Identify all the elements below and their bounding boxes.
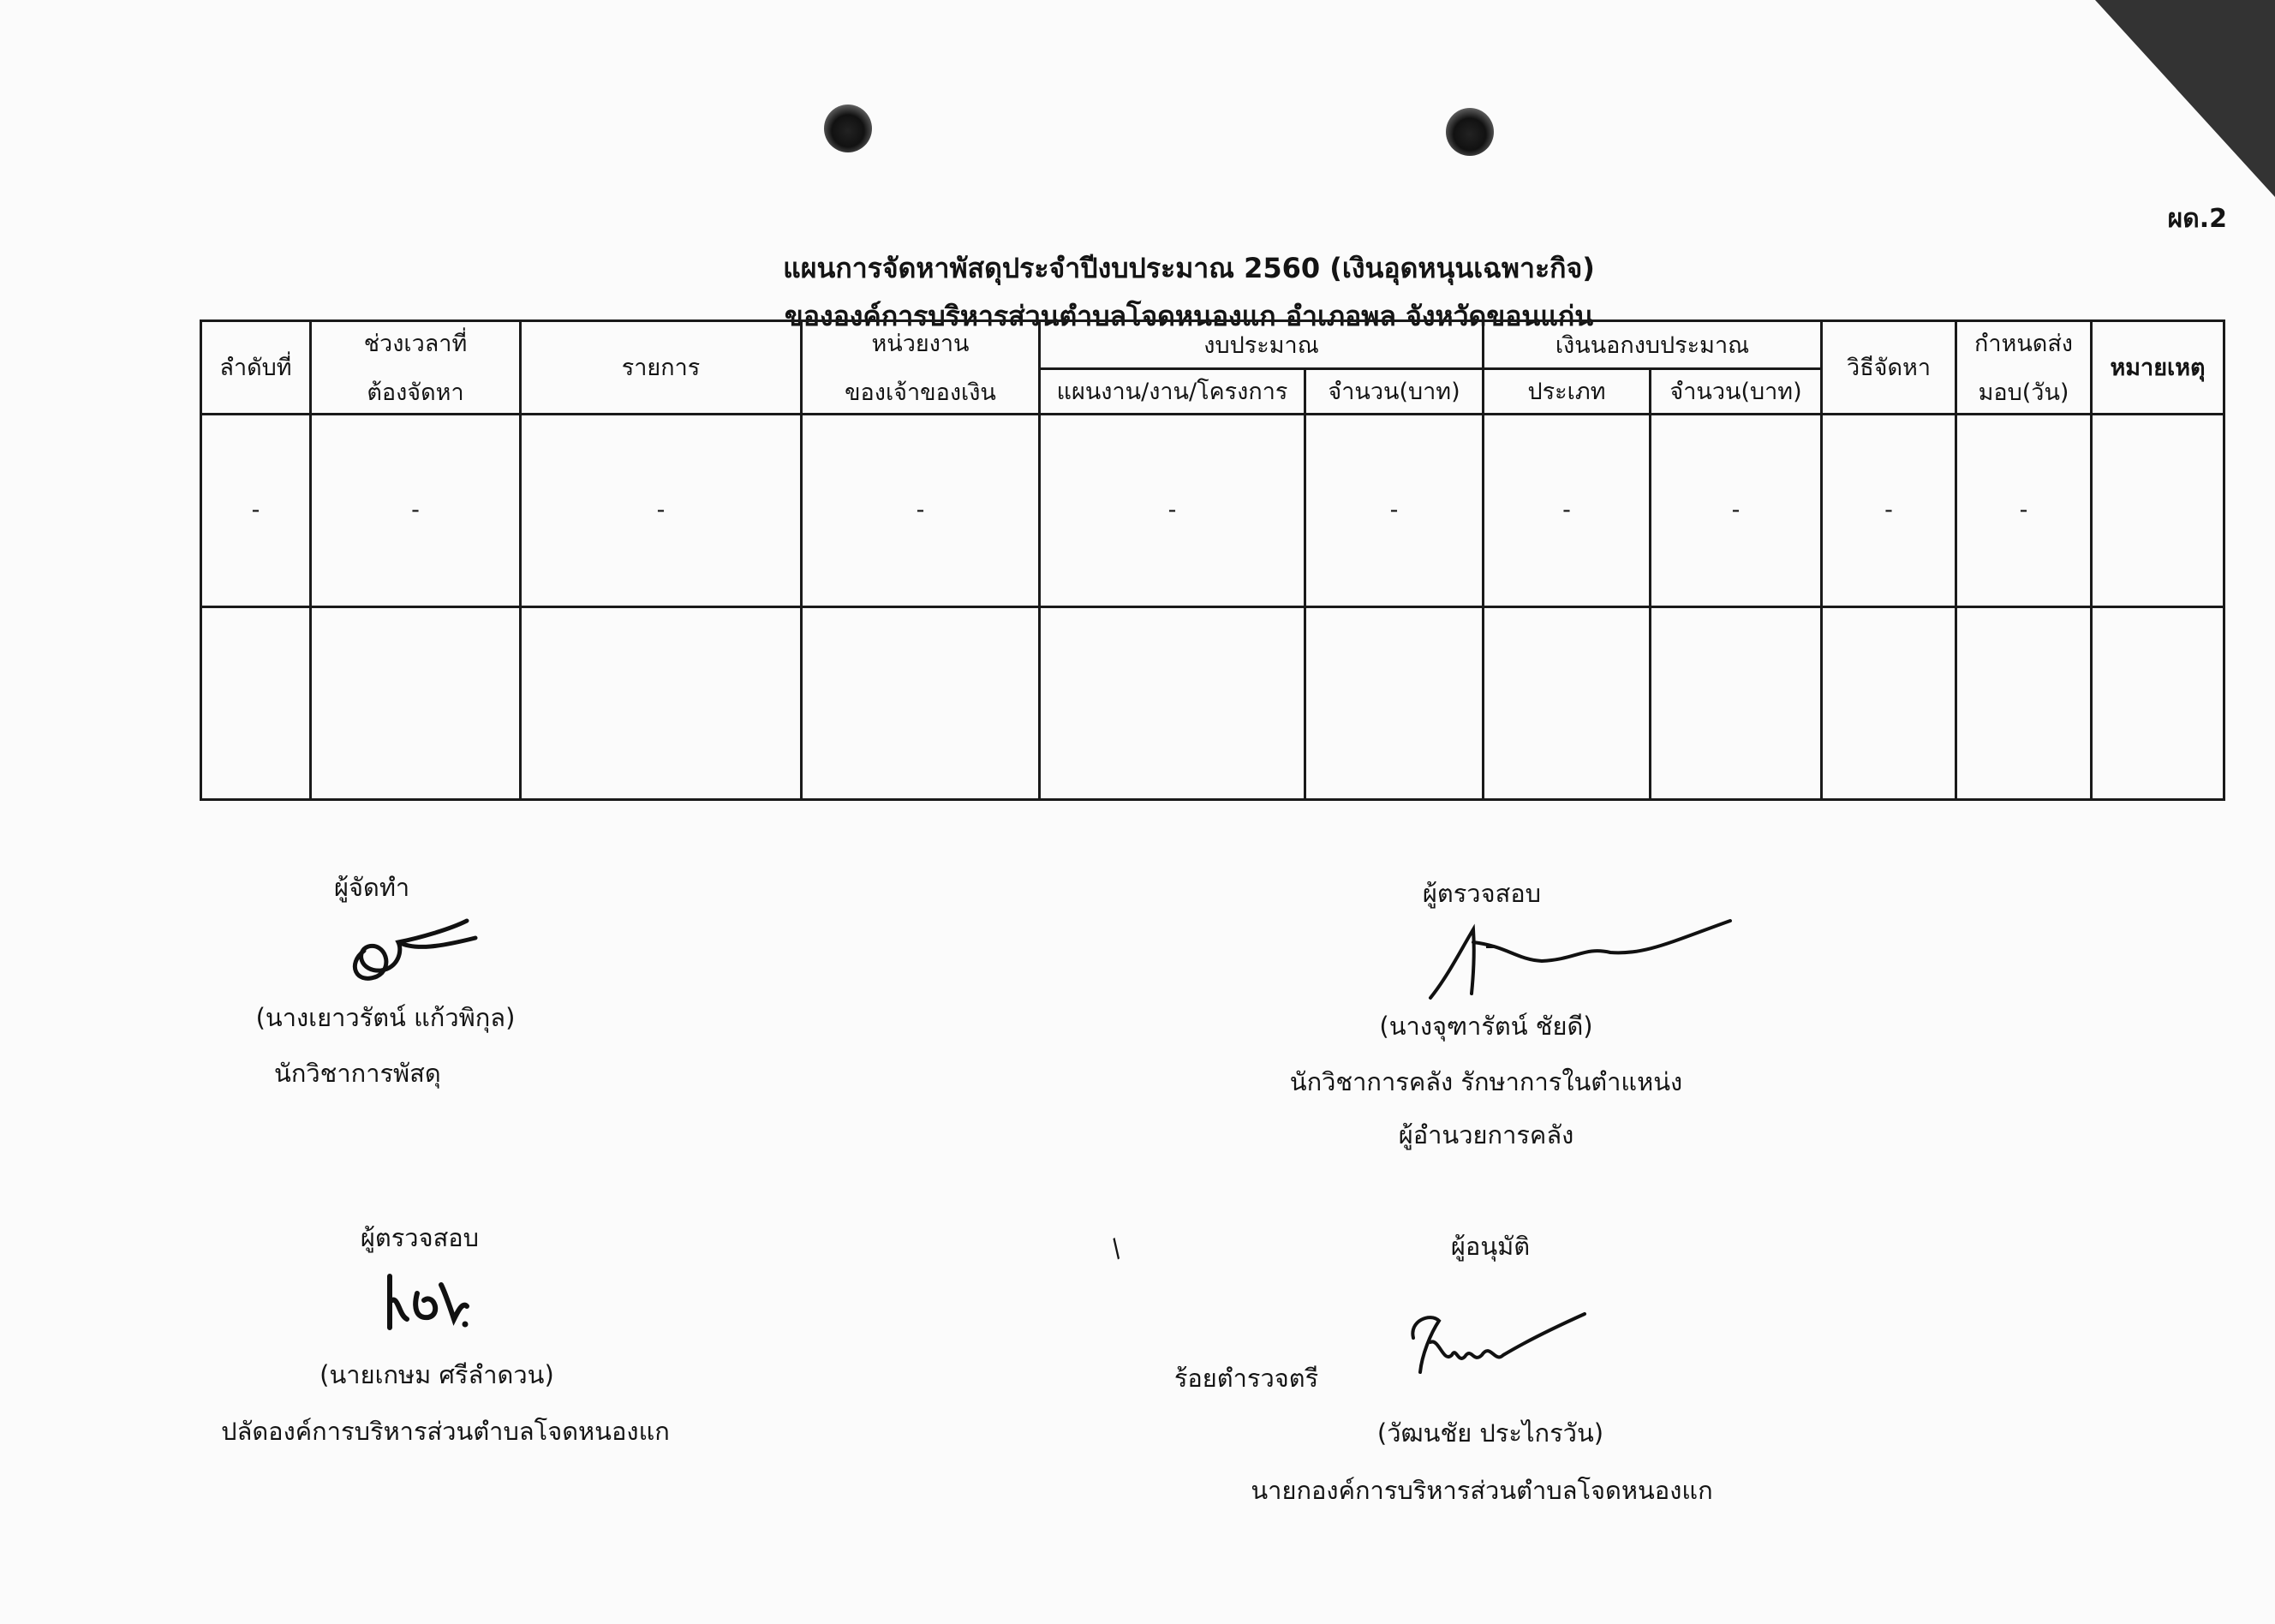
cell-delivery: -	[1956, 414, 2092, 606]
title-line-1: แผนการจัดหาพัสดุประจำปีงบประมาณ 2560 (เงินอุดหนุนเฉพาะกิจ)	[783, 252, 1595, 284]
document-code: ผด.2	[2167, 204, 2227, 234]
cell-empty	[802, 606, 1040, 799]
cell-budget-amount: -	[1305, 414, 1484, 606]
cell-empty	[2092, 606, 2224, 799]
header-budget: งบประมาณ	[1040, 321, 1484, 369]
header-delivery-line2: มอบ(วัน)	[1978, 379, 2069, 406]
header-items: รายการ	[521, 321, 802, 415]
approver-name: (วัฒนชัย ประไกรวัน)	[1376, 1418, 1604, 1448]
checker2-role: ผู้ตรวจสอบ	[360, 1223, 480, 1252]
header-budget-plan: แผนงาน/งาน/โครงการ	[1040, 369, 1305, 414]
header-period-line2: ต้องจัดหา	[367, 379, 464, 406]
cell-offbudget-amount: -	[1651, 414, 1822, 606]
header-budget-amount: จำนวน(บาท)	[1305, 369, 1484, 414]
checker1-position-line2: ผู้อำนวยการคลัง	[1398, 1120, 1574, 1149]
checker1-name: (นางจุฑารัตน์ ชัยดี)	[1379, 1012, 1593, 1041]
table-row	[201, 414, 2224, 606]
header-delivery	[1956, 321, 2092, 415]
cell-items: -	[521, 414, 802, 606]
header-method: วิธีจัดหา	[1822, 321, 1956, 415]
checker2-position: ปลัดองค์การบริหารส่วนตำบลโจดหนองแก	[221, 1417, 670, 1446]
cell-empty	[1040, 606, 1305, 799]
cell-empty	[1305, 606, 1484, 799]
cell-empty	[1822, 606, 1956, 799]
header-offbudget-amount: จำนวน(บาท)	[1651, 369, 1822, 414]
scan-shadow	[2095, 0, 2275, 197]
header-period	[311, 321, 521, 415]
cell-unit: -	[802, 414, 1040, 606]
checker1-position-line1: นักวิชาการคลัง รักษาการในตำแหน่ง	[1289, 1067, 1683, 1096]
cell-empty	[1956, 606, 2092, 799]
approver-position: นายกองค์การบริหารส่วนตำบลโจดหนองแก	[1251, 1476, 1713, 1505]
table-row-empty	[201, 606, 2224, 799]
header-period-line1: ช่วงเวลาที่	[363, 330, 468, 357]
checker2-signature	[381, 1268, 475, 1336]
cell-method: -	[1822, 414, 1956, 606]
punch-hole-right	[1446, 108, 1494, 156]
cell-seq: -	[201, 414, 311, 606]
approver-signature	[1405, 1304, 1593, 1381]
approver-role: ผู้อนุมัติ	[1450, 1232, 1531, 1261]
cell-empty	[311, 606, 521, 799]
cell-budget-plan: -	[1040, 414, 1305, 606]
header-remarks: หมายเหตุ	[2092, 321, 2224, 415]
cell-empty	[1484, 606, 1651, 799]
header-row-1	[201, 321, 2224, 369]
checker2-name: (นายเกษม ศรีลำดวน)	[319, 1360, 554, 1389]
preparer-name: (นางเยาวรัตน์ แก้วพิกุล)	[255, 1003, 516, 1032]
title-line-2: ขององค์การบริหารส่วนตำบลโจดหนองแก อำเภอพล จังหวัดขอนแก่น	[784, 300, 1594, 332]
preparer-signature	[338, 904, 493, 989]
stray-mark: /	[1105, 1233, 1127, 1263]
cell-empty	[521, 606, 802, 799]
checker1-role: ผู้ตรวจสอบ	[1422, 879, 1542, 908]
cell-offbudget-type: -	[1484, 414, 1651, 606]
punch-hole-left	[824, 104, 872, 152]
header-unit	[802, 321, 1040, 415]
cell-empty	[201, 606, 311, 799]
preparer-role: ผู้จัดทำ	[334, 873, 410, 902]
header-unit-line1: หน่วยงาน	[871, 330, 970, 357]
header-offbudget-type: ประเภท	[1484, 369, 1651, 414]
header-offbudget: เงินนอกงบประมาณ	[1484, 321, 1822, 369]
cell-remarks	[2092, 414, 2224, 606]
checker1-signature	[1413, 908, 1739, 1011]
preparer-position: นักวิชาการพัสดุ	[274, 1059, 441, 1088]
approver-rank: ร้อยตำรวจตรี	[1173, 1364, 1319, 1393]
cell-empty	[1651, 606, 1822, 799]
header-seq: ลำดับที่	[201, 321, 311, 415]
header-unit-line2: ของเจ้าของเงิน	[845, 379, 996, 406]
header-delivery-line1: กำหนดส่ง	[1974, 330, 2073, 357]
procurement-plan-table	[200, 319, 2225, 801]
cell-period: -	[311, 414, 521, 606]
